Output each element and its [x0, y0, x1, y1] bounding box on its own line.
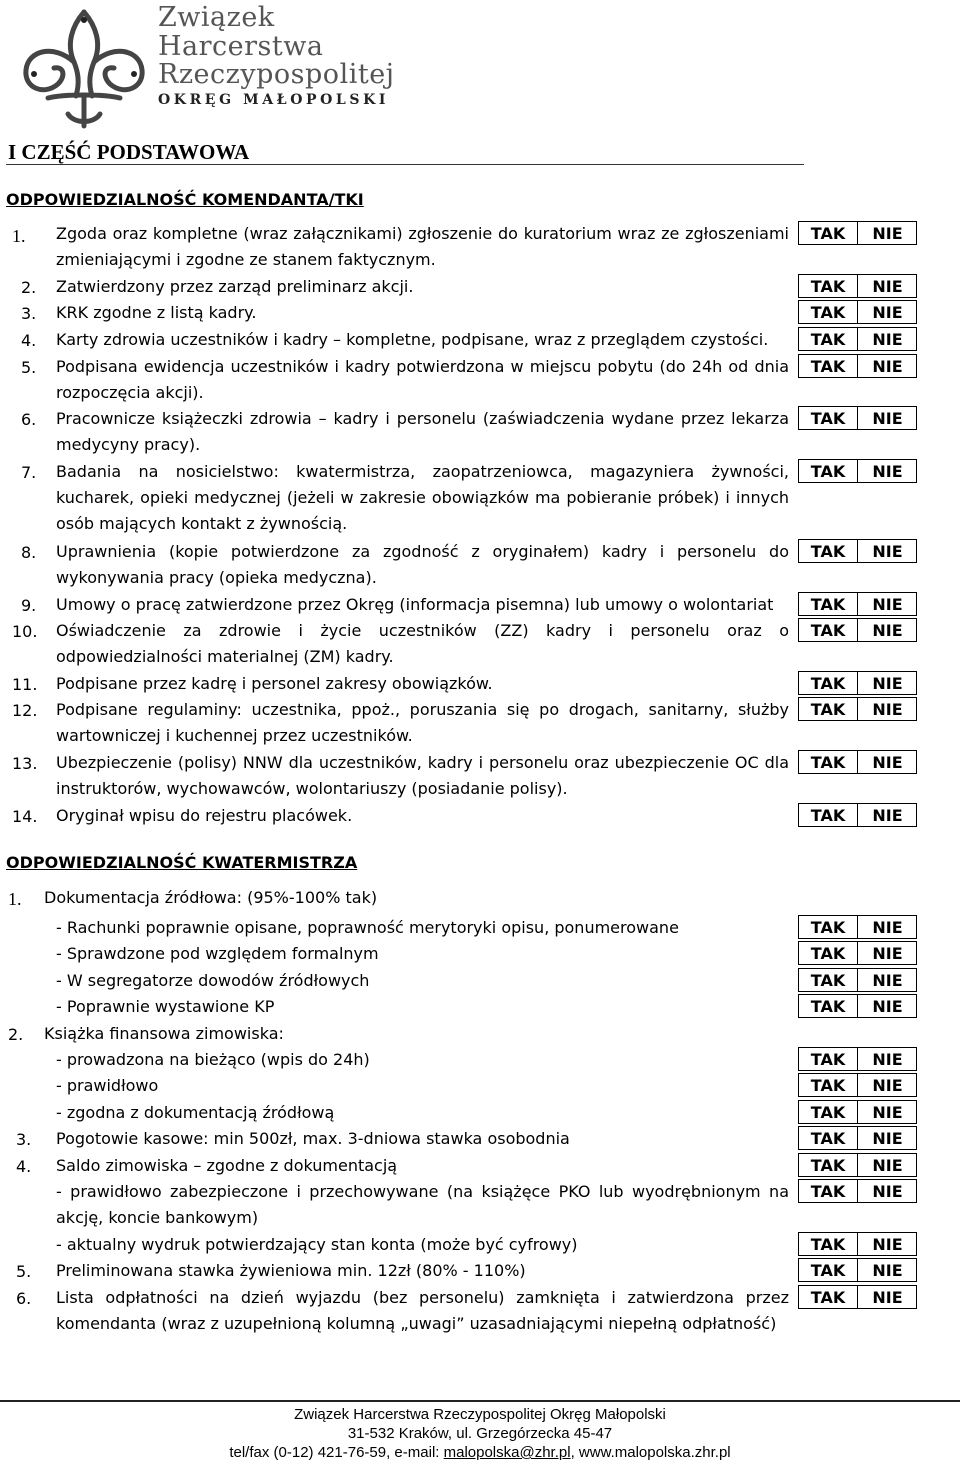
answer-yes[interactable]: TAK [799, 1180, 858, 1202]
checklist-item-text: Oryginał wpisu do rejestru placówek. [56, 806, 353, 825]
footer-contact [0, 1444, 960, 1461]
yes-no-box[interactable] [798, 1153, 917, 1177]
checklist-item-text: Ubezpieczenie (polisy) NNW dla uczestników, kadry i personelu oraz ubezpieczenie OC dla instruktorów, wychowawców, wolontariuszy (posiadanie polisy). [56, 753, 789, 798]
item-number: 3. [16, 1130, 32, 1149]
footer-phone: tel/fax (0-12) 421-76-59, e-mail: [229, 1444, 444, 1461]
item-number: 2. [8, 1025, 24, 1044]
checklist-item-text: KRK zgodne z listą kadry. [56, 303, 257, 322]
answer-no[interactable]: NIE [872, 1049, 903, 1069]
answer-no[interactable]: NIE [872, 223, 903, 243]
answer-no[interactable]: NIE [872, 620, 903, 640]
answer-yes[interactable]: TAK [799, 1048, 858, 1070]
yes-no-box[interactable] [798, 941, 917, 965]
checklist-item-text: Umowy o pracę zatwierdzone przez Okręg (informacja pisemna) lub umowy o wolontariat [56, 595, 774, 614]
yes-no-box[interactable] [798, 354, 917, 378]
yes-no-box[interactable] [798, 1285, 917, 1309]
org-name-line-3: Rzeczypospolitej [158, 59, 395, 90]
item-number: 2. [21, 278, 37, 297]
item-number: 5. [21, 358, 37, 377]
answer-no[interactable]: NIE [872, 1234, 903, 1254]
answer-no[interactable]: NIE [872, 1102, 903, 1122]
org-name-line-1: Związek [158, 2, 275, 33]
answer-no[interactable]: NIE [872, 1155, 903, 1175]
answer-no[interactable]: NIE [872, 356, 903, 376]
item-number: 10. [12, 622, 38, 641]
answer-yes[interactable]: TAK [799, 460, 858, 482]
yes-no-box[interactable] [798, 803, 917, 827]
answer-yes[interactable]: TAK [799, 593, 858, 615]
answer-yes[interactable]: TAK [799, 355, 858, 377]
yes-no-box[interactable] [798, 221, 917, 245]
answer-no[interactable]: NIE [872, 699, 903, 719]
item-number: 4. [21, 331, 37, 350]
yes-no-box[interactable] [798, 994, 917, 1018]
yes-no-box[interactable] [798, 618, 917, 642]
checklist-subitem-text: - aktualny wydruk potwierdzający stan konta (może być cyfrowy) [56, 1235, 578, 1254]
yes-no-box[interactable] [798, 274, 917, 298]
answer-no[interactable]: NIE [872, 594, 903, 614]
checklist-item-text: Lista odpłatności na dzień wyjazdu (bez personelu) zamknięta i zatwierdzona przez komendanta (wraz z uzupełnioną kolumną „uwagi” uzasadniającymi niepełną odpłatność) [56, 1288, 789, 1333]
answer-no[interactable]: NIE [872, 1181, 903, 1201]
yes-no-box[interactable] [798, 1126, 917, 1150]
checklist-item-text: Preliminowana stawka żywieniowa min. 12zł (80% - 110%) [56, 1261, 526, 1280]
section-title-komendant: ODPOWIEDZIALNOŚĆ KOMENDANTA/TKI [6, 190, 364, 209]
checklist-item-text: Zgoda oraz kompletne (wraz załącznikami) zgłoszenie do kuratorium wraz ze zgłoszeniami zmieniającymi i zgodne ze stanem faktycznym. [56, 224, 789, 269]
answer-no[interactable]: NIE [872, 1287, 903, 1307]
item-number: 6. [21, 410, 37, 429]
answer-no[interactable]: NIE [872, 276, 903, 296]
checklist-item-text: Badania na nosicielstwo: kwatermistrza, zaopatrzeniowca, magazyniera żywności, kucharek, opieki medycznej (jeżeli w zakresie obowiązków ma pobieranie próbek) i innych osób mających kontakt z żywnością. [56, 462, 789, 533]
yes-no-box[interactable] [798, 539, 917, 563]
checklist-item-text: Dokumentacja źródłowa: (95%-100% tak) [44, 888, 378, 907]
yes-no-box[interactable] [798, 300, 917, 324]
answer-yes[interactable]: TAK [799, 672, 858, 694]
footer-website: , www.malopolska.zhr.pl [570, 1444, 731, 1461]
item-number: 4. [16, 1157, 32, 1176]
item-number: 5. [16, 1262, 32, 1281]
answer-no[interactable]: NIE [872, 996, 903, 1016]
item-number: 13. [12, 754, 38, 773]
yes-no-box[interactable] [798, 750, 917, 774]
yes-no-box[interactable] [798, 1179, 917, 1203]
yes-no-box[interactable] [798, 459, 917, 483]
checklist-subitem-text: - prowadzona na bieżąco (wpis do 24h) [56, 1050, 370, 1069]
yes-no-box[interactable] [798, 1047, 917, 1071]
zhr-fleur-de-lis-logo [14, 4, 154, 132]
org-name-line-2: Harcerstwa [158, 31, 324, 62]
answer-yes[interactable]: TAK [799, 1154, 858, 1176]
answer-yes[interactable]: TAK [799, 1074, 858, 1096]
org-district-name: OKRĘG MAŁOPOLSKI [158, 92, 389, 108]
answer-no[interactable]: NIE [872, 1128, 903, 1148]
item-number: 1. [8, 889, 22, 909]
answer-yes[interactable]: TAK [799, 1259, 858, 1281]
yes-no-box[interactable] [798, 1258, 917, 1282]
item-number: 8. [21, 543, 37, 562]
answer-yes[interactable]: TAK [799, 619, 858, 641]
answer-yes[interactable]: TAK [799, 1233, 858, 1255]
answer-yes[interactable]: TAK [799, 301, 858, 323]
answer-no[interactable]: NIE [872, 329, 903, 349]
section-title-kwatermistrz: ODPOWIEDZIALNOŚĆ KWATERMISTRZA [6, 853, 358, 872]
checklist-subitem-text: - Poprawnie wystawione KP [56, 997, 275, 1016]
item-number: 7. [21, 463, 37, 482]
footer-org-name: Związek Harcerstwa Rzeczypospolitej Okręg Małopolski [294, 1406, 666, 1423]
item-number: 12. [12, 701, 38, 720]
yes-no-box[interactable] [798, 1073, 917, 1097]
checklist-subitem-text: - W segregatorze dowodów źródłowych [56, 971, 370, 990]
answer-yes[interactable]: TAK [799, 1127, 858, 1149]
checklist-item-text: Podpisane przez kadrę i personel zakresy obowiązków. [56, 674, 493, 693]
checklist-item-text: Karty zdrowia uczestników i kadry – kompletne, podpisane, wraz z przeglądem czystości. [56, 330, 769, 349]
checklist-item-text: Podpisane regulaminy: uczestnika, ppoż., poruszania się po drogach, sanitarny, służby wartowniczej i kuchennej przez uczestników. [56, 700, 789, 745]
yes-no-box[interactable] [798, 327, 917, 351]
divider [6, 164, 804, 165]
footer-email-link[interactable]: malopolska@zhr.pl [443, 1444, 571, 1461]
checklist-subitem-text: - prawidłowo zabezpieczone i przechowywane (na książęce PKO lub wyodrębnionym na akcję, koncie bankowym) [56, 1182, 789, 1227]
answer-yes[interactable]: TAK [799, 942, 858, 964]
answer-yes[interactable]: TAK [799, 407, 858, 429]
answer-yes[interactable]: TAK [799, 751, 858, 773]
item-number: 6. [16, 1289, 32, 1308]
checklist-item-text: Saldo zimowiska – zgodne z dokumentacją [56, 1156, 398, 1175]
checklist-item-text: Książka finansowa zimowiska: [44, 1024, 284, 1043]
checklist-item-text: Oświadczenie za zdrowie i życie uczestników (ZZ) kadry i personelu oraz o odpowiedzialności materialnej (ZM) kadry. [56, 621, 789, 666]
item-number: 11. [12, 675, 38, 694]
answer-no[interactable]: NIE [872, 917, 903, 937]
yes-no-box[interactable] [798, 1100, 917, 1124]
yes-no-box[interactable] [798, 671, 917, 695]
yes-no-box[interactable] [798, 697, 917, 721]
answer-no[interactable]: NIE [872, 408, 903, 428]
answer-no[interactable]: NIE [872, 943, 903, 963]
yes-no-box[interactable] [798, 915, 917, 939]
answer-no[interactable]: NIE [872, 302, 903, 322]
answer-no[interactable]: NIE [872, 805, 903, 825]
yes-no-box[interactable] [798, 406, 917, 430]
answer-no[interactable]: NIE [872, 1075, 903, 1095]
item-number: 9. [21, 596, 37, 615]
answer-yes[interactable]: TAK [799, 1101, 858, 1123]
footer-address: 31-532 Kraków, ul. Grzegórzecka 45-47 [347, 1425, 613, 1442]
footer-divider [0, 1400, 960, 1402]
answer-yes[interactable]: TAK [799, 328, 858, 350]
answer-yes[interactable]: TAK [799, 1286, 858, 1308]
answer-yes[interactable]: TAK [799, 916, 858, 938]
item-number: 3. [21, 304, 37, 323]
answer-no[interactable]: NIE [872, 673, 903, 693]
answer-yes[interactable]: TAK [799, 804, 858, 826]
checklist-item-text: Zatwierdzony przez zarząd preliminarz akcji. [56, 277, 414, 296]
checklist-subitem-text: - prawidłowo [56, 1076, 159, 1095]
yes-no-box[interactable] [798, 968, 917, 992]
answer-yes[interactable]: TAK [799, 275, 858, 297]
answer-yes[interactable]: TAK [799, 222, 858, 244]
answer-yes[interactable]: TAK [799, 969, 858, 991]
checklist-item-text: Pracownicze książeczki zdrowia – kadry i personelu (zaświadczenia wydane przez lekarza medycyny pracy). [56, 409, 789, 454]
checklist-subitem-text: - Rachunki poprawnie opisane, poprawność merytoryki opisu, ponumerowane [56, 918, 679, 937]
answer-yes[interactable]: TAK [799, 698, 858, 720]
item-number: 1. [12, 226, 26, 246]
answer-no[interactable]: NIE [872, 1260, 903, 1280]
part-title: I CZĘŚĆ PODSTAWOWA [8, 140, 250, 164]
item-number: 14. [12, 807, 38, 826]
yes-no-box[interactable] [798, 1232, 917, 1256]
answer-no[interactable]: NIE [872, 541, 903, 561]
answer-yes[interactable]: TAK [799, 540, 858, 562]
checklist-item-text: Uprawnienia (kopie potwierdzone za zgodność z oryginałem) kadry i personelu do wykonywania pracy (opieka medyczna). [56, 542, 789, 587]
checklist-item-text: Pogotowie kasowe: min 500zł, max. 3-dniowa stawka osobodnia [56, 1129, 570, 1148]
answer-no[interactable]: NIE [872, 970, 903, 990]
answer-no[interactable]: NIE [872, 461, 903, 481]
answer-no[interactable]: NIE [872, 752, 903, 772]
checklist-subitem-text: - Sprawdzone pod względem formalnym [56, 944, 379, 963]
checklist-subitem-text: - zgodna z dokumentacją źródłową [56, 1103, 335, 1122]
checklist-item-text: Podpisana ewidencja uczestników i kadry potwierdzona w miejscu pobytu (do 24h od dnia rozpoczęcia akcji). [56, 357, 789, 402]
yes-no-box[interactable] [798, 592, 917, 616]
answer-yes[interactable]: TAK [799, 995, 858, 1017]
